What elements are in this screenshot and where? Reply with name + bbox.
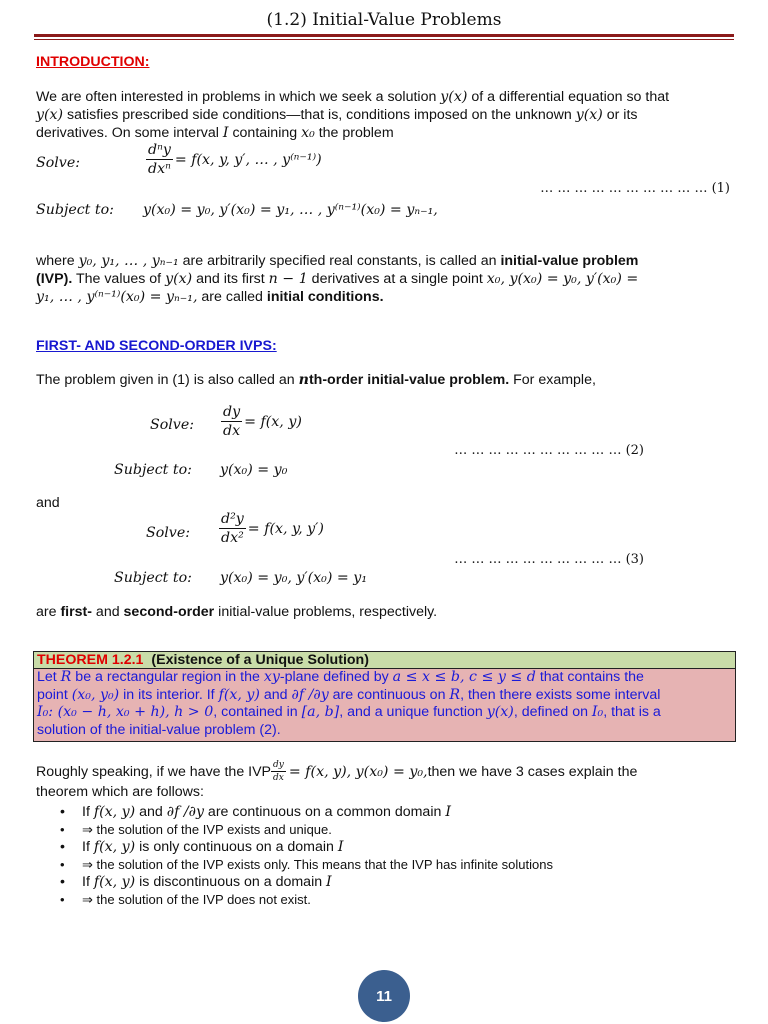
math-span: y(x) — [575, 107, 603, 123]
text-span: ⇒ the solution of the IVP does not exist. — [82, 892, 311, 907]
page-number: 11 — [376, 987, 392, 1005]
nth-order-term: th-order initial-value problem. — [308, 372, 510, 388]
math-span: f(x, y) — [93, 804, 136, 820]
text-span: theorem which are follows: — [36, 784, 204, 800]
intro-heading: INTRODUCTION: — [36, 54, 150, 70]
eq1-tag: … … … … … … … … … … (1) — [540, 181, 730, 196]
eq3-denominator: dx² — [221, 530, 244, 546]
math-span: n — [298, 372, 309, 388]
text-span: , contained in — [213, 704, 302, 720]
eq1-denominator: dxⁿ — [148, 161, 171, 177]
text-span: that contains the — [535, 669, 644, 685]
math-span: ∂f /∂y — [166, 804, 204, 820]
eq2-subject-label: Subject to: — [114, 462, 192, 478]
case-item — [36, 873, 746, 891]
eq3-conditions: y(x₀) = y₀, y′(x₀) = y₁ — [220, 570, 368, 586]
math-span: f(x, y) — [93, 874, 136, 890]
text-span: where — [36, 253, 79, 269]
text-span: derivatives. On some interval — [36, 125, 223, 141]
eq1-numerator: dⁿy — [148, 142, 171, 158]
math-span: y(x) — [165, 271, 193, 287]
math-span: I — [326, 874, 332, 890]
case-result — [36, 856, 746, 873]
eq3 — [219, 511, 324, 546]
page-number-badge — [358, 970, 410, 1022]
theorem-body — [33, 669, 736, 742]
eq2-solve-label: Solve: — [150, 417, 194, 433]
math-span: I₀ — [591, 704, 604, 720]
theorem-header — [33, 651, 736, 669]
text-span: Roughly speaking, if we have the IVP — [36, 763, 272, 780]
case-item — [36, 803, 746, 821]
eq2-fraction — [221, 404, 242, 439]
text-span: then we have 3 cases explain the — [427, 763, 638, 780]
text-span: are arbitrarily specified real constants, is called an — [178, 253, 501, 269]
eq3-numerator: d²y — [221, 511, 244, 527]
math-span: n − 1 — [268, 271, 308, 287]
text-span: Let — [37, 669, 61, 685]
text-span: , that is a — [603, 704, 661, 720]
ivp-term: initial-value problem — [500, 253, 639, 269]
first-second-closing — [36, 603, 437, 621]
eq2-denominator: dx — [223, 423, 241, 439]
first-term: first- — [60, 604, 92, 620]
rough-denominator: dx — [273, 773, 284, 783]
text-span: -plane defined by — [279, 669, 393, 685]
eq2-tag: … … … … … … … … … … (2) — [454, 443, 644, 458]
math-span: x₀, y(x₀) = y₀, y′(x₀) = — [486, 271, 639, 287]
text-span: derivatives at a single point — [307, 271, 487, 287]
eq1-solve-label: Solve: — [36, 155, 80, 171]
intro-paragraph — [36, 88, 736, 142]
rough-fraction — [271, 760, 286, 783]
eq1-fraction — [146, 142, 173, 177]
page-header-title: (1.2) Initial-Value Problems — [266, 10, 502, 30]
text-span: be a rectangular region in the — [71, 669, 264, 685]
text-span: is discontinuous on a domain — [135, 874, 327, 890]
text-span: are called — [197, 289, 267, 305]
text-span: and its first — [192, 271, 269, 287]
cases-list — [36, 803, 746, 908]
eq1-rhs: = f(x, y, y′, … , y⁽ⁿ⁻¹⁾) — [174, 151, 322, 168]
roughly-paragraph — [36, 760, 746, 801]
eq2-numerator: dy — [223, 404, 241, 420]
math-span: R — [60, 669, 72, 685]
math-span: y₀, y₁, … , yₙ₋₁ — [78, 253, 179, 269]
nth-order-paragraph — [36, 371, 736, 389]
math-span: y(x) — [486, 704, 514, 720]
text-span: are continuous on a common domain — [203, 804, 446, 820]
text-span: and — [135, 804, 167, 820]
text-span: are — [36, 604, 61, 620]
text-span: the problem — [314, 125, 394, 141]
eq3-tag: … … … … … … … … … … (3) — [454, 552, 644, 567]
math-span: = f(x, y), y(x₀) = y₀, — [288, 763, 428, 780]
math-span: f(x, y) — [93, 839, 136, 855]
text-span: is only continuous on a domain — [135, 839, 338, 855]
theorem-label: THEOREM 1.2.1 — [37, 652, 144, 668]
text-span: If — [82, 839, 94, 855]
text-span: , defined on — [513, 704, 592, 720]
text-span: , then there exists some interval — [460, 686, 661, 703]
math-span: R — [449, 686, 461, 703]
and-text: and — [36, 495, 60, 511]
text-span: , and a unique function — [339, 704, 487, 720]
text-span: are continuous on — [328, 686, 450, 703]
text-span: containing — [228, 125, 302, 141]
text-span: and — [91, 604, 124, 620]
case-result — [36, 891, 746, 908]
header-rule-thin — [34, 39, 734, 40]
text-span: and — [259, 686, 292, 703]
eq3-rhs: = f(x, y, y′) — [247, 520, 324, 537]
text-span: If — [82, 804, 94, 820]
math-span: ∂f /∂y — [291, 686, 329, 703]
case-result — [36, 821, 746, 838]
eq1-conditions: y(x₀) = y₀, y′(x₀) = y₁, … , y⁽ⁿ⁻¹⁾(x₀) = yₙ₋₁, — [143, 202, 438, 218]
text-span: point — [37, 686, 72, 703]
math-span: I — [222, 125, 229, 141]
text-span: ⇒ the solution of the IVP exists only. This means that the IVP has infinite solutions — [82, 857, 553, 872]
text-span: ⇒ the solution of the IVP exists and unique. — [82, 822, 332, 837]
eq3-fraction — [219, 511, 246, 546]
second-term: second-order — [123, 604, 215, 620]
text-span: The problem given in (1) is also called an — [36, 372, 299, 388]
text-span: or its — [602, 107, 638, 123]
rough-numerator: dy — [273, 760, 284, 770]
math-span: y(x) — [36, 107, 64, 123]
eq1 — [146, 142, 322, 177]
text-span: For example, — [509, 372, 596, 388]
math-span: xy — [263, 669, 280, 685]
text-span: The values of — [72, 271, 166, 287]
eq3-subject-label: Subject to: — [114, 570, 192, 586]
text-span: initial-value problems, respectively. — [214, 604, 438, 620]
eq2-conditions: y(x₀) = y₀ — [220, 462, 288, 478]
math-span: a ≤ x ≤ b, c ≤ y ≤ d — [392, 669, 536, 685]
math-span: I — [337, 839, 344, 855]
text-span: satisfies prescribed side conditions—that is, conditions imposed on the unknown — [63, 107, 576, 123]
math-span: I₀: (x₀ − h, x₀ + h), h > 0 — [37, 704, 214, 720]
theorem-name: (Existence of a Unique Solution) — [151, 652, 369, 668]
text-span: of a differential equation so that — [467, 89, 670, 105]
first-second-heading: FIRST- AND SECOND-ORDER IVPS: — [36, 338, 277, 354]
header-rule-thick — [34, 34, 734, 37]
eq2-rhs: = f(x, y) — [244, 413, 302, 430]
math-span: [a, b] — [301, 704, 340, 720]
case-item — [36, 838, 746, 856]
math-span: f(x, y) — [218, 686, 260, 703]
text-span: If — [82, 874, 94, 890]
eq1-subject-label: Subject to: — [36, 202, 114, 218]
ivp-definition-paragraph — [36, 252, 736, 306]
math-span: y(x) — [440, 89, 468, 105]
math-span: (x₀, y₀) — [71, 686, 120, 703]
math-span: y₁, … , y⁽ⁿ⁻¹⁾(x₀) = yₙ₋₁, — [36, 289, 198, 305]
theorem-line-4: solution of the initial-value problem (2). — [37, 721, 281, 738]
eq2 — [221, 404, 302, 439]
initial-conditions-term: initial conditions. — [266, 289, 384, 305]
math-span: I — [445, 804, 451, 820]
ivp-abbrev: (IVP). — [36, 271, 73, 287]
eq3-solve-label: Solve: — [146, 525, 190, 541]
math-span: x₀ — [301, 125, 315, 141]
text-span: We are often interested in problems in which we seek a solution — [36, 89, 441, 105]
text-span: in its interior. If — [119, 686, 219, 703]
